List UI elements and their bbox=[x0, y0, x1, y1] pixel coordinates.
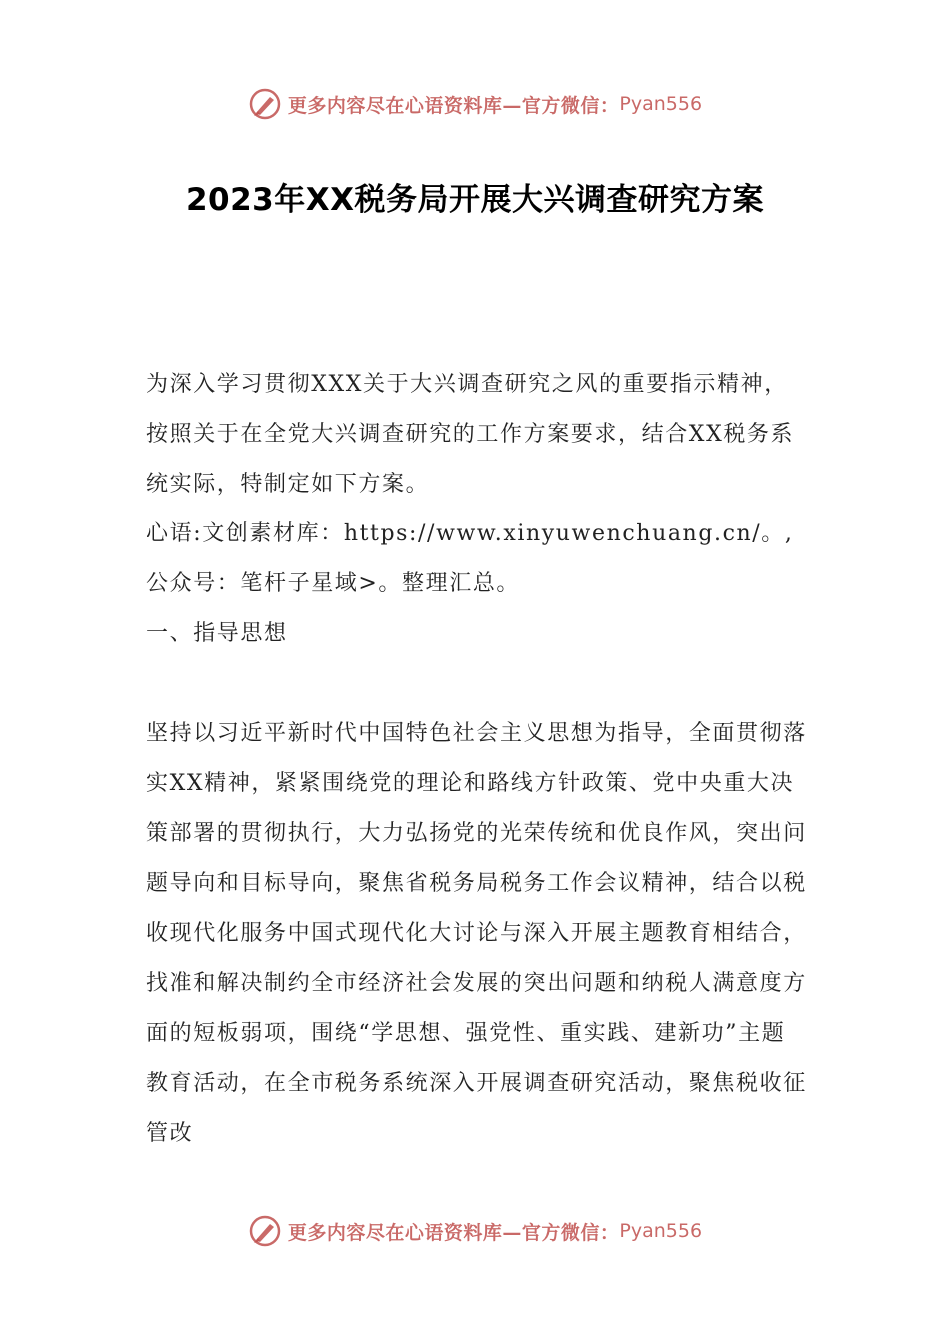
guiding-ideology-paragraph: 坚持以习近平新时代中国特色社会主义思想为指导，全面贯彻落实XX精神，紧紧围绕党的理论和路线方针政策、党中央重大决策部署的贯彻执行，大力弘扬党的光荣传统和优良作风，突出问题导向和目标导向，聚焦省税务局税务工作会议精神，结合以税收现代化服务中国式现代化大讨论与深入开展主题教育相结合，找准和解决制约全市经济社会发展的突出问题和纳税人满意度方面的短板弱项，围绕“学思想、强党性、重实践、建新功”主题教育活动，在全市税务系统深入开展调查研究活动，聚焦税收征管改 bbox=[146, 721, 807, 1146]
banner-wechat-id: Pyan556 bbox=[619, 1220, 703, 1242]
banner-text: 更多内容尽在心语资料库—官方微信： bbox=[287, 94, 620, 117]
section-heading-guiding-ideology: 一、指导思想 bbox=[146, 621, 288, 646]
banner-text: 更多内容尽在心语资料库—官方微信： bbox=[287, 1221, 620, 1244]
banner-wechat-id: Pyan556 bbox=[619, 93, 703, 115]
document-title: 2023年XX税务局开展大兴调查研究方案 bbox=[185, 182, 765, 218]
pen-seal-logo-icon bbox=[248, 87, 282, 121]
footer-watermark-banner bbox=[0, 1211, 950, 1251]
intro-paragraph: 为深入学习贯彻XXX关于大兴调查研究之风的重要指示精神，按照关于在全党大兴调查研究的工作方案要求，结合XX税务系统实际，特制定如下方案。 bbox=[146, 372, 795, 497]
source-note-paragraph: 心语:文创素材库：https://www.xinyuwenchuang.cn/。,公众号：笔杆子星域>。整理汇总。 bbox=[146, 521, 794, 596]
pen-seal-logo-icon bbox=[248, 1214, 282, 1248]
header-watermark-banner bbox=[0, 84, 950, 124]
